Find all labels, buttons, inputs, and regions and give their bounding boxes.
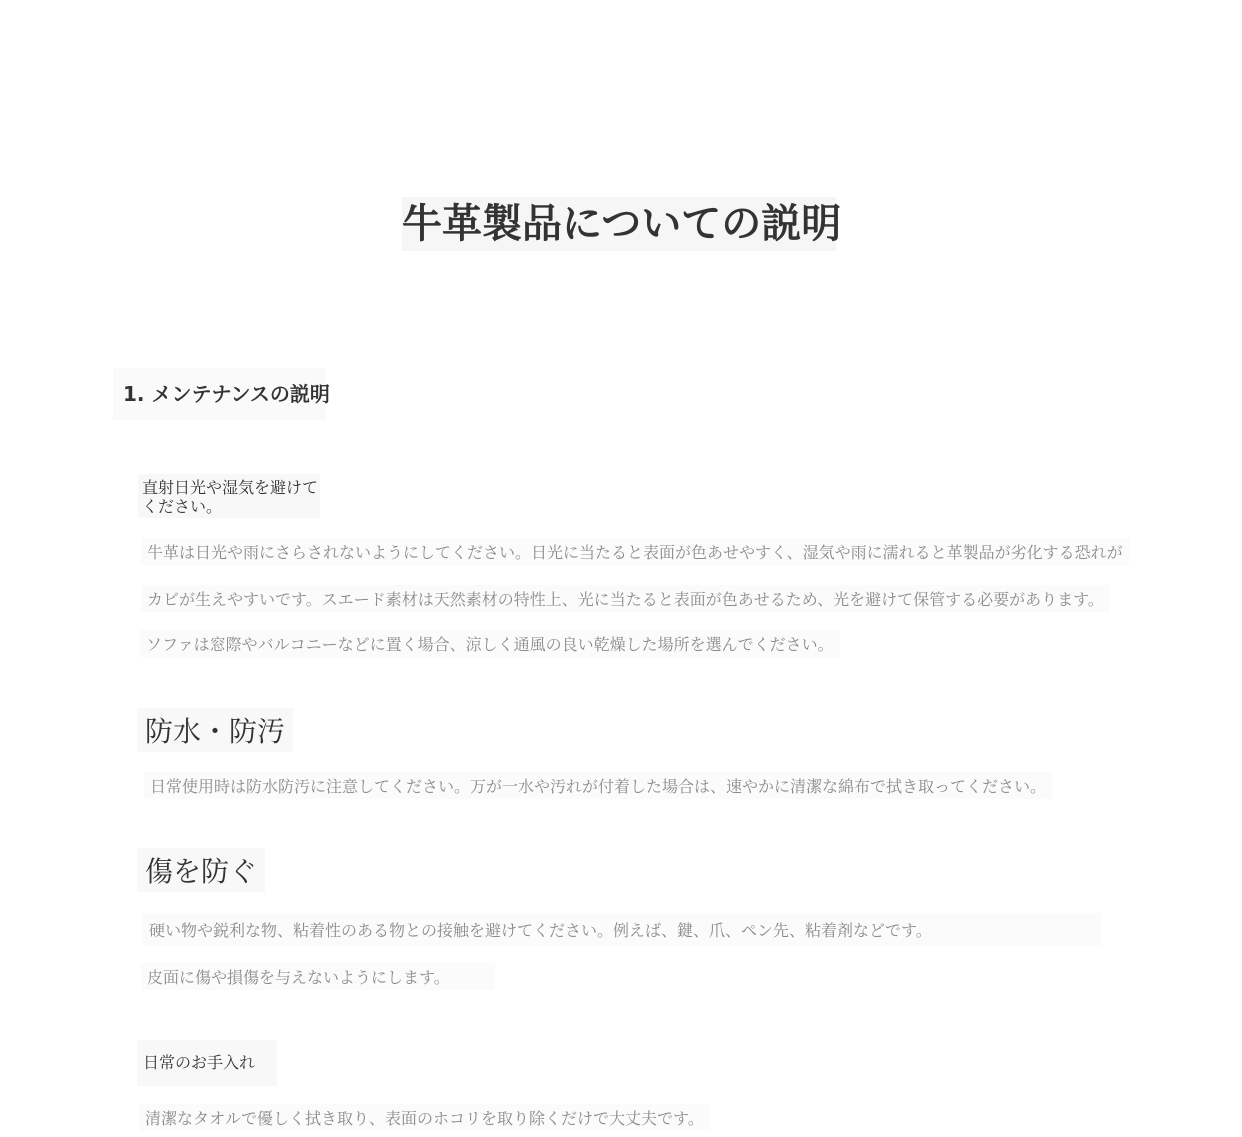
subheading-waterproof: 防水・防汚 <box>137 708 293 752</box>
paragraph-scratch-2: 皮面に傷や損傷を与えないようにします。 <box>141 963 495 990</box>
subheading-scratch-prevention: 傷を防ぐ <box>137 848 265 892</box>
subheading-sunlight-humidity: 直射日光や湿気を避けてください。 <box>138 474 320 518</box>
paragraph-daily-care: 清潔なタオルで優しく拭き取り、表面のホコリを取り除くだけで大丈夫です。 <box>139 1104 710 1131</box>
subheading-daily-care: 日常のお手入れ <box>137 1040 277 1086</box>
paragraph-sunlight-3: ソファは窓際やバルコニーなどに置く場合、涼しく通風の良い乾燥した場所を選んでください。 <box>140 630 840 657</box>
page-title: 牛革製品についての説明 <box>402 197 836 251</box>
paragraph-waterproof: 日常使用時は防水防汚に注意してください。万が一水や汚れが付着した場合は、速やかに清潔な綿布で拭き取ってください。 <box>144 772 1052 799</box>
paragraph-scratch-1: 硬い物や鋭利な物、粘着性のある物との接触を避けてください。例えば、鍵、爪、ペン先、粘着剤などです。 <box>143 913 1101 946</box>
section-heading-maintenance: 1. メンテナンスの説明 <box>113 368 326 420</box>
paragraph-sunlight-2: カビが生えやすいです。スエード素材は天然素材の特性上、光に当たると表面が色あせるため、光を避けて保管する必要があります。 <box>141 585 1110 612</box>
paragraph-sunlight-1: 牛革は日光や雨にさらされないようにしてください。日光に当たると表面が色あせやすく、湿気や雨に濡れると革製品が劣化する恐れが <box>141 538 1129 565</box>
